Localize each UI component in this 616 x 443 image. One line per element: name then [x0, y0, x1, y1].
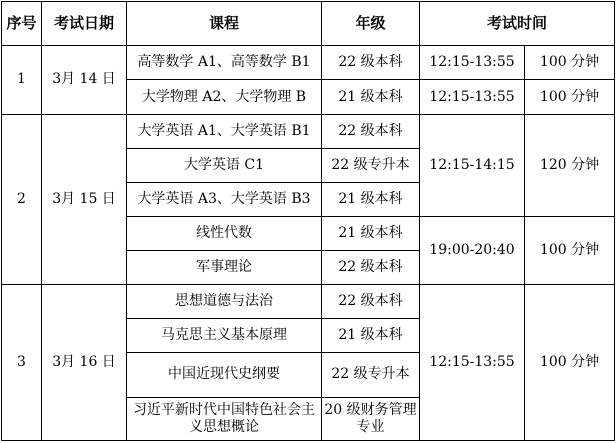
- header-no: 序号: [2, 2, 42, 46]
- grade-cell: 20 级财务管理专业: [322, 397, 420, 440]
- grade-cell: 21 级本科: [322, 182, 420, 216]
- course-name: 线性代数: [127, 216, 322, 250]
- course-name: 大学英语 A1、大学英语 B1: [127, 114, 322, 148]
- exam-time: 12:15-13:55: [420, 46, 525, 80]
- grade-cell: 22 级本科: [322, 284, 420, 318]
- exam-schedule-table: [1, 1, 615, 441]
- grade-cell: 21 级本科: [322, 216, 420, 250]
- exam-duration: 100 分钟: [525, 80, 615, 114]
- exam-date: 3月 15 日: [42, 114, 127, 284]
- course-name: 思想道德与法治: [127, 284, 322, 318]
- exam-duration: 100 分钟: [525, 46, 615, 80]
- grade-cell: 22 级本科: [322, 46, 420, 80]
- course-name: 大学物理 A2、大学物理 B: [127, 80, 322, 114]
- grade-cell: 21 级本科: [322, 80, 420, 114]
- header-course: 课程: [127, 2, 322, 46]
- grade-cell: 22 级本科: [322, 250, 420, 284]
- exam-date: 3月 14 日: [42, 46, 127, 114]
- exam-duration: 100 分钟: [525, 216, 615, 284]
- header-date: 考试日期: [42, 2, 127, 46]
- header-time: 考试时间: [420, 2, 615, 46]
- table-row: [2, 114, 615, 148]
- grade-cell: 22 级专升本: [322, 353, 420, 397]
- exam-time: 12:15-13:55: [420, 80, 525, 114]
- course-name: 大学英语 C1: [127, 148, 322, 182]
- exam-time: 19:00-20:40: [420, 216, 525, 284]
- header-grade: 年级: [322, 2, 420, 46]
- row-no: 1: [2, 46, 42, 114]
- table-row: [2, 284, 615, 318]
- course-name: 习近平新时代中国特色社会主义思想概论: [127, 397, 322, 440]
- header-row: [2, 2, 615, 46]
- exam-time: 12:15-13:55: [420, 284, 525, 440]
- exam-duration: 120 分钟: [525, 114, 615, 216]
- exam-duration: 100 分钟: [525, 284, 615, 440]
- grade-cell: 22 级专升本: [322, 148, 420, 182]
- exam-time: 12:15-14:15: [420, 114, 525, 216]
- row-no: 3: [2, 284, 42, 440]
- row-no: 2: [2, 114, 42, 284]
- course-name: 马克思主义基本原理: [127, 319, 322, 353]
- course-name: 军事理论: [127, 250, 322, 284]
- course-name: 大学英语 A3、大学英语 B3: [127, 182, 322, 216]
- exam-date: 3月 16 日: [42, 284, 127, 440]
- table-row: [2, 46, 615, 80]
- grade-cell: 21 级本科: [322, 319, 420, 353]
- grade-cell: 22 级本科: [322, 114, 420, 148]
- course-name: 高等数学 A1、高等数学 B1: [127, 46, 322, 80]
- course-name: 中国近现代史纲要: [127, 353, 322, 397]
